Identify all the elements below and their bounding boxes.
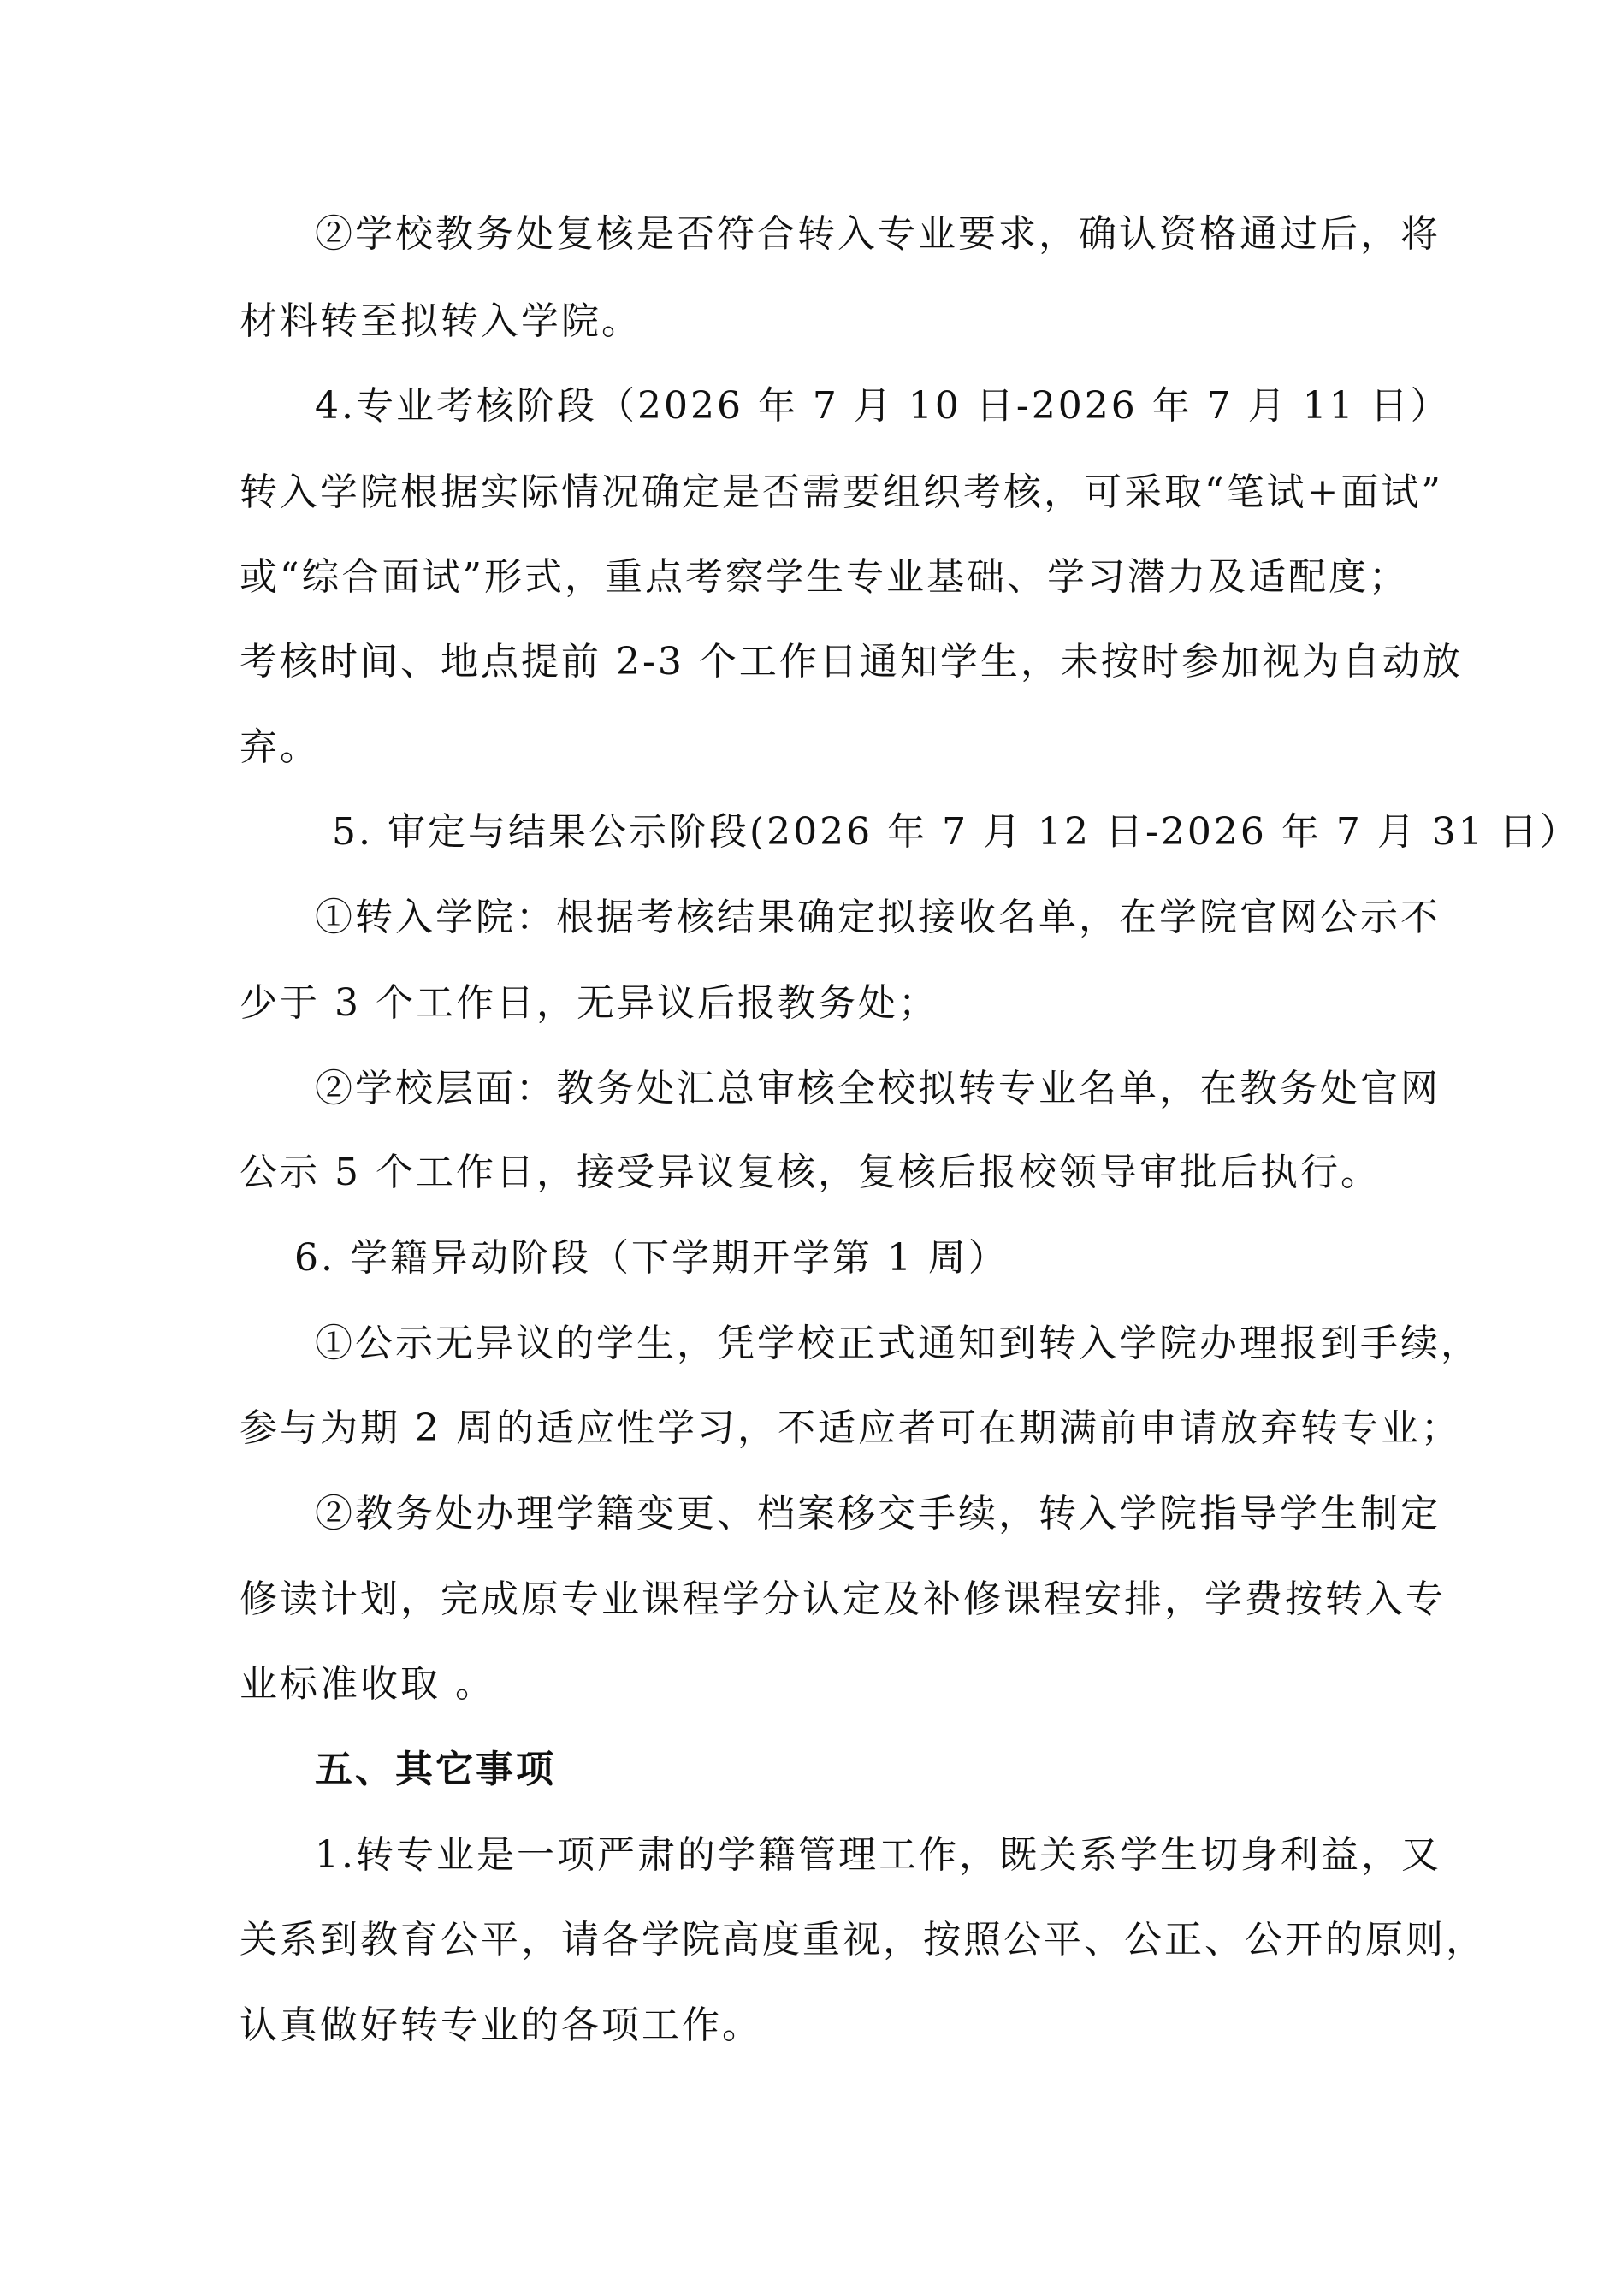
paragraph-line: 少于 3 个工作日，无异议后报教务处；	[240, 981, 938, 1025]
section-heading-6: 6. 学籍异动阶段（下学期开学第 1 周）	[294, 1236, 1009, 1280]
section-heading-other-matters: 五、其它事项	[315, 1748, 556, 1791]
paragraph-line: 考核时间、地点提前 2-3 个工作日通知学生，未按时参加视为自动放	[240, 640, 1463, 683]
paragraph-line: 关系到教育公平，请各学院高度重视，按照公平、公正、公开的原则，	[240, 1918, 1486, 1962]
paragraph-line: 转入学院根据实际情况确定是否需要组织考核，可采取“笔试+面试”	[240, 470, 1443, 514]
paragraph-line: 材料转至拟转入学院。	[240, 299, 642, 343]
section-heading-5: 5. 审定与结果公示阶段(2026 年 7 月 12 日-2026 年 7 月 31 日）	[332, 810, 1580, 854]
paragraph-line: ①公示无异议的学生，凭学校正式通知到转入学院办理报到手续，	[315, 1322, 1481, 1365]
paragraph-line: 认真做好转专业的各项工作。	[240, 2003, 762, 2047]
paragraph-line: ②教务处办理学籍变更、档案移交手续，转入学院指导学生制定	[315, 1492, 1441, 1536]
section-heading-4: 4.专业考核阶段（2026 年 7 月 10 日-2026 年 7 月 11 日）	[315, 384, 1451, 428]
paragraph-line: 公示 5 个工作日，接受异议复核，复核后报校领导审批后执行。	[240, 1151, 1381, 1194]
paragraph-line: 参与为期 2 周的适应性学习，不适应者可在期满前申请放弃转专业；	[240, 1406, 1461, 1450]
paragraph-line: 修读计划，完成原专业课程学分认定及补修课程安排，学费按转入专	[240, 1577, 1446, 1621]
paragraph-line: 或“综合面试”形式，重点考察学生专业基础、学习潜力及适配度；	[240, 555, 1409, 599]
paragraph-line: 1.转专业是一项严肃的学籍管理工作，既关系学生切身利益，又	[315, 1833, 1441, 1877]
paragraph-line: 业标准收取 。	[240, 1662, 495, 1706]
paragraph-line: 弃。	[240, 725, 320, 769]
paragraph-line: ②学校教务处复核是否符合转入专业要求，确认资格通过后，将	[315, 212, 1441, 256]
paragraph-line: ①转入学院：根据考核结果确定拟接收名单，在学院官网公示不	[315, 896, 1441, 939]
paragraph-line: ②学校层面：教务处汇总审核全校拟转专业名单，在教务处官网	[315, 1067, 1441, 1110]
